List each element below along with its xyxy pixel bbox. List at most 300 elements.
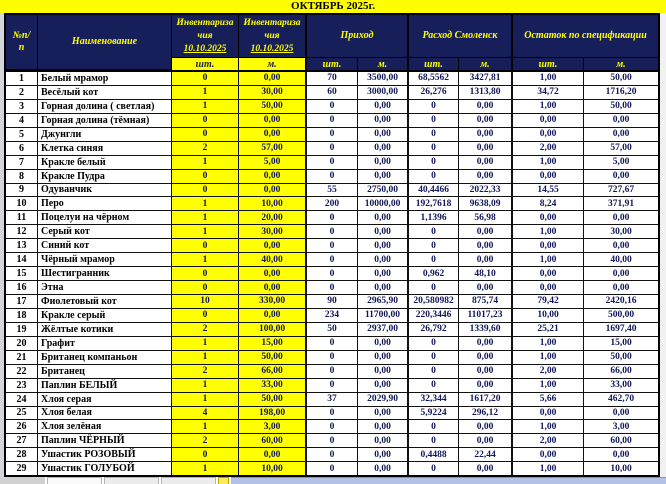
item-name-cell[interactable]: Хлоя белая: [38, 407, 172, 420]
expense-meters-cell[interactable]: 56,98: [459, 211, 513, 224]
remainder-pieces-cell[interactable]: 0,00: [513, 267, 584, 280]
inventory-pieces-cell[interactable]: 0: [172, 128, 239, 141]
income-pieces-cell[interactable]: 0: [307, 225, 358, 238]
inventory-pieces-cell[interactable]: 1: [172, 197, 239, 210]
header-remainder-group[interactable]: Остаток по спецификации: [513, 15, 658, 58]
income-meters-cell[interactable]: 0,00: [358, 170, 409, 183]
item-name-cell[interactable]: Графит: [38, 337, 172, 350]
sheet-tab[interactable]: [104, 477, 159, 484]
remainder-meters-cell[interactable]: 66,00: [610, 366, 632, 377]
remainder-pieces-cell[interactable]: 79,42: [513, 295, 584, 308]
remainder-pieces-cell[interactable]: 0,00: [513, 128, 584, 141]
subheader-inventory-meters[interactable]: м.: [239, 58, 307, 70]
income-pieces-cell[interactable]: 0: [307, 253, 358, 266]
item-name-cell[interactable]: Клетка синяя: [38, 142, 172, 155]
income-pieces-cell[interactable]: 60: [307, 86, 358, 99]
income-meters-cell[interactable]: 0,00: [358, 142, 409, 155]
inventory-meters-cell[interactable]: 15,00: [239, 337, 307, 350]
income-pieces-cell[interactable]: 0: [307, 267, 358, 280]
expense-pieces-cell[interactable]: 1,1396: [409, 211, 459, 224]
remainder-pieces-cell[interactable]: 1,00: [513, 225, 584, 238]
income-meters-cell[interactable]: 0,00: [358, 448, 409, 461]
item-name-cell[interactable]: Этна: [38, 281, 172, 294]
remainder-pieces-cell[interactable]: 1,00: [513, 351, 584, 364]
expense-meters-cell[interactable]: 0,00: [459, 239, 513, 252]
remainder-pieces-cell[interactable]: 2,00: [513, 142, 584, 155]
expense-meters-cell[interactable]: 1313,80: [459, 86, 513, 99]
item-name-cell[interactable]: Жёлтые котики: [38, 323, 172, 336]
income-meters-cell[interactable]: 0,00: [358, 337, 409, 350]
remainder-meters-cell[interactable]: 1716,20: [605, 87, 637, 98]
remainder-pieces-cell[interactable]: 0,00: [513, 281, 584, 294]
income-pieces-cell[interactable]: 0: [307, 156, 358, 169]
remainder-pieces-cell[interactable]: 0,00: [513, 211, 584, 224]
row-number-cell[interactable]: 20: [6, 337, 38, 350]
item-name-cell[interactable]: Паплин ЧЁРНЫЙ: [38, 434, 172, 447]
inventory-meters-cell[interactable]: 3,00: [239, 420, 307, 433]
income-meters-cell[interactable]: 2029,90: [358, 393, 409, 406]
remainder-meters-cell[interactable]: 33,00: [610, 380, 632, 391]
income-pieces-cell[interactable]: 37: [307, 393, 358, 406]
subheader-income-pieces[interactable]: шт.: [307, 58, 358, 70]
remainder-pieces-cell[interactable]: 1,00: [513, 72, 584, 85]
subheader-expense-meters[interactable]: м.: [459, 58, 513, 70]
remainder-meters-cell[interactable]: 0,00: [612, 171, 630, 182]
inventory-pieces-cell[interactable]: 1: [172, 100, 239, 113]
remainder-pieces-cell[interactable]: 14,55: [513, 184, 584, 197]
row-number-cell[interactable]: 9: [6, 184, 38, 197]
income-pieces-cell[interactable]: 0: [307, 100, 358, 113]
expense-meters-cell[interactable]: 3427,81: [459, 72, 513, 85]
inventory-pieces-cell[interactable]: 1: [172, 337, 239, 350]
remainder-pieces-cell[interactable]: 1,00: [513, 156, 584, 169]
remainder-pieces-cell[interactable]: 10,00: [513, 309, 584, 322]
income-meters-cell[interactable]: 0,00: [358, 114, 409, 127]
expense-meters-cell[interactable]: 1617,20: [459, 393, 513, 406]
sheet-tab[interactable]: [161, 477, 216, 484]
row-number-cell[interactable]: 27: [6, 434, 38, 447]
expense-meters-cell[interactable]: 296,12: [459, 407, 513, 420]
remainder-meters-cell[interactable]: 3,00: [612, 421, 630, 432]
subheader-income-meters[interactable]: м.: [358, 58, 409, 70]
income-pieces-cell[interactable]: 0: [307, 128, 358, 141]
expense-pieces-cell[interactable]: 0: [409, 281, 459, 294]
remainder-meters-cell[interactable]: 462,70: [607, 394, 635, 405]
income-pieces-cell[interactable]: 0: [307, 379, 358, 392]
expense-meters-cell[interactable]: 11017,23: [459, 309, 513, 322]
row-number-cell[interactable]: 22: [6, 365, 38, 378]
subheader-inventory-pieces[interactable]: шт.: [172, 58, 239, 70]
expense-pieces-cell[interactable]: 0,962: [409, 267, 459, 280]
income-meters-cell[interactable]: 0,00: [358, 267, 409, 280]
expense-pieces-cell[interactable]: 0: [409, 128, 459, 141]
expense-pieces-cell[interactable]: 0: [409, 239, 459, 252]
income-meters-cell[interactable]: 0,00: [358, 100, 409, 113]
row-number-cell[interactable]: 29: [6, 462, 38, 475]
remainder-pieces-cell[interactable]: 8,24: [513, 197, 584, 210]
row-number-cell[interactable]: 28: [6, 448, 38, 461]
item-name-cell[interactable]: Британец: [38, 365, 172, 378]
remainder-pieces-cell[interactable]: 1,00: [513, 253, 584, 266]
item-name-cell[interactable]: Поцелуи на чёрном: [38, 211, 172, 224]
remainder-meters-cell[interactable]: 1697,40: [605, 324, 637, 335]
inventory-pieces-cell[interactable]: 0: [172, 267, 239, 280]
item-name-cell[interactable]: Белый мрамор: [38, 72, 172, 85]
income-pieces-cell[interactable]: 0: [307, 462, 358, 475]
remainder-pieces-cell[interactable]: 1,00: [513, 337, 584, 350]
row-number-cell[interactable]: 26: [6, 420, 38, 433]
item-name-cell[interactable]: Горная долина (тёмная): [38, 114, 172, 127]
remainder-meters-cell[interactable]: 40,00: [610, 254, 632, 265]
income-meters-cell[interactable]: 0,00: [358, 239, 409, 252]
remainder-meters-cell[interactable]: 10,00: [610, 463, 632, 474]
income-pieces-cell[interactable]: 234: [307, 309, 358, 322]
expense-pieces-cell[interactable]: 32,344: [409, 393, 459, 406]
inventory-meters-cell[interactable]: 0,00: [239, 114, 307, 127]
row-number-cell[interactable]: 4: [6, 114, 38, 127]
expense-meters-cell[interactable]: 1339,60: [459, 323, 513, 336]
expense-pieces-cell[interactable]: 0: [409, 142, 459, 155]
expense-meters-cell[interactable]: 0,00: [459, 420, 513, 433]
income-pieces-cell[interactable]: 0: [307, 239, 358, 252]
inventory-pieces-cell[interactable]: 0: [172, 239, 239, 252]
remainder-pieces-cell[interactable]: 0,00: [513, 407, 584, 420]
item-name-cell[interactable]: Чёрный мрамор: [38, 253, 172, 266]
expense-meters-cell[interactable]: 9638,09: [459, 197, 513, 210]
expense-meters-cell[interactable]: 0,00: [459, 225, 513, 238]
expense-meters-cell[interactable]: 0,00: [459, 462, 513, 475]
item-name-cell[interactable]: Джунгли: [38, 128, 172, 141]
inventory-meters-cell[interactable]: 0,00: [239, 239, 307, 252]
inventory-pieces-cell[interactable]: 1: [172, 86, 239, 99]
row-number-cell[interactable]: 16: [6, 281, 38, 294]
inventory-pieces-cell[interactable]: 1: [172, 420, 239, 433]
item-name-cell[interactable]: Ушастик ГОЛУБОЙ: [38, 462, 172, 475]
inventory-pieces-cell[interactable]: 1: [172, 379, 239, 392]
inventory-meters-cell[interactable]: 66,00: [239, 365, 307, 378]
remainder-meters-cell[interactable]: 50,00: [610, 352, 632, 363]
inventory-meters-cell[interactable]: 0,00: [239, 309, 307, 322]
inventory-meters-cell[interactable]: 100,00: [239, 323, 307, 336]
inventory-meters-cell[interactable]: 330,00: [239, 295, 307, 308]
row-number-cell[interactable]: 19: [6, 323, 38, 336]
income-pieces-cell[interactable]: 0: [307, 170, 358, 183]
inventory-meters-cell[interactable]: 30,00: [239, 86, 307, 99]
inventory-pieces-cell[interactable]: 2: [172, 434, 239, 447]
inventory-meters-cell[interactable]: 198,00: [239, 407, 307, 420]
header-name[interactable]: Наименование: [38, 15, 172, 70]
item-name-cell[interactable]: Паплин БЕЛЫЙ: [38, 379, 172, 392]
income-pieces-cell[interactable]: 90: [307, 295, 358, 308]
expense-pieces-cell[interactable]: 0: [409, 225, 459, 238]
row-number-cell[interactable]: 17: [6, 295, 38, 308]
remainder-pieces-cell[interactable]: 1,00: [513, 462, 584, 475]
income-pieces-cell[interactable]: 50: [307, 323, 358, 336]
remainder-pieces-cell[interactable]: 34,72: [513, 86, 584, 99]
income-pieces-cell[interactable]: 0: [307, 337, 358, 350]
income-meters-cell[interactable]: 0,00: [358, 462, 409, 475]
income-meters-cell[interactable]: 0,00: [358, 407, 409, 420]
row-number-cell[interactable]: 3: [6, 100, 38, 113]
item-name-cell[interactable]: Ушастик РОЗОВЫЙ: [38, 448, 172, 461]
row-number-cell[interactable]: 6: [6, 142, 38, 155]
remainder-meters-cell[interactable]: 2420,16: [605, 296, 637, 307]
expense-pieces-cell[interactable]: 5,9224: [409, 407, 459, 420]
remainder-meters-cell[interactable]: 0,00: [612, 129, 630, 140]
row-number-cell[interactable]: 12: [6, 225, 38, 238]
inventory-pieces-cell[interactable]: 1: [172, 211, 239, 224]
header-row-number[interactable]: №п/ п: [6, 15, 38, 70]
inventory-pieces-cell[interactable]: 1: [172, 462, 239, 475]
remainder-pieces-cell[interactable]: 5,66: [513, 393, 584, 406]
income-pieces-cell[interactable]: 0: [307, 351, 358, 364]
header-inventory-meters[interactable]: Инвентариза чия 10.10.2025: [239, 15, 307, 58]
remainder-pieces-cell[interactable]: 1,00: [513, 379, 584, 392]
inventory-pieces-cell[interactable]: 1: [172, 225, 239, 238]
inventory-pieces-cell[interactable]: 2: [172, 365, 239, 378]
item-name-cell[interactable]: Британец компаньон: [38, 351, 172, 364]
income-pieces-cell[interactable]: 0: [307, 434, 358, 447]
inventory-meters-cell[interactable]: 10,00: [239, 197, 307, 210]
expense-meters-cell[interactable]: 0,00: [459, 170, 513, 183]
inventory-pieces-cell[interactable]: 2: [172, 323, 239, 336]
remainder-pieces-cell[interactable]: 0,00: [513, 170, 584, 183]
header-inventory-pieces[interactable]: Инвентариза чия 10.10.2025: [172, 15, 239, 58]
income-pieces-cell[interactable]: 0: [307, 407, 358, 420]
remainder-pieces-cell[interactable]: 25,21: [513, 323, 584, 336]
income-meters-cell[interactable]: 0,00: [358, 420, 409, 433]
expense-pieces-cell[interactable]: 20,580982: [409, 295, 459, 308]
expense-meters-cell[interactable]: 875,74: [459, 295, 513, 308]
income-meters-cell[interactable]: 0,00: [358, 128, 409, 141]
inventory-meters-cell[interactable]: 0,00: [239, 448, 307, 461]
remainder-meters-cell[interactable]: 0,00: [612, 240, 630, 251]
income-pieces-cell[interactable]: 200: [307, 197, 358, 210]
expense-meters-cell[interactable]: 0,00: [459, 253, 513, 266]
expense-pieces-cell[interactable]: 0: [409, 253, 459, 266]
item-name-cell[interactable]: Кракле белый: [38, 156, 172, 169]
item-name-cell[interactable]: Хлоя зелёная: [38, 420, 172, 433]
income-meters-cell[interactable]: 3500,00: [358, 72, 409, 85]
item-name-cell[interactable]: Перо: [38, 197, 172, 210]
remainder-meters-cell[interactable]: 50,00: [610, 101, 632, 112]
expense-meters-cell[interactable]: 0,00: [459, 142, 513, 155]
expense-pieces-cell[interactable]: 192,7618: [409, 197, 459, 210]
income-meters-cell[interactable]: 10000,00: [358, 197, 409, 210]
inventory-meters-cell[interactable]: 50,00: [239, 351, 307, 364]
income-pieces-cell[interactable]: 0: [307, 114, 358, 127]
sheet-tab-active[interactable]: [218, 477, 229, 484]
row-number-cell[interactable]: 7: [6, 156, 38, 169]
expense-meters-cell[interactable]: 0,00: [459, 337, 513, 350]
inventory-pieces-cell[interactable]: 0: [172, 448, 239, 461]
income-pieces-cell[interactable]: 70: [307, 72, 358, 85]
expense-pieces-cell[interactable]: 0: [409, 351, 459, 364]
row-number-cell[interactable]: 15: [6, 267, 38, 280]
expense-meters-cell[interactable]: 0,00: [459, 351, 513, 364]
remainder-pieces-cell[interactable]: 0,00: [513, 239, 584, 252]
item-name-cell[interactable]: Горная долина ( светлая): [38, 100, 172, 113]
row-number-cell[interactable]: 2: [6, 86, 38, 99]
inventory-meters-cell[interactable]: 40,00: [239, 253, 307, 266]
income-pieces-cell[interactable]: 0: [307, 142, 358, 155]
expense-pieces-cell[interactable]: 0: [409, 420, 459, 433]
inventory-meters-cell[interactable]: 57,00: [239, 142, 307, 155]
item-name-cell[interactable]: Кракле Пудра: [38, 170, 172, 183]
remainder-pieces-cell[interactable]: 1,00: [513, 420, 584, 433]
income-pieces-cell[interactable]: 0: [307, 365, 358, 378]
expense-pieces-cell[interactable]: 0: [409, 462, 459, 475]
income-meters-cell[interactable]: 0,00: [358, 434, 409, 447]
item-name-cell[interactable]: Кракле серый: [38, 309, 172, 322]
income-meters-cell[interactable]: 0,00: [358, 253, 409, 266]
income-meters-cell[interactable]: 0,00: [358, 379, 409, 392]
inventory-meters-cell[interactable]: 20,00: [239, 211, 307, 224]
expense-pieces-cell[interactable]: 0,4488: [409, 448, 459, 461]
inventory-pieces-cell[interactable]: 0: [172, 309, 239, 322]
inventory-pieces-cell[interactable]: 0: [172, 72, 239, 85]
expense-meters-cell[interactable]: 0,00: [459, 379, 513, 392]
subheader-remainder-meters[interactable]: м.: [616, 58, 626, 70]
expense-pieces-cell[interactable]: 0: [409, 156, 459, 169]
remainder-meters-cell[interactable]: 727,67: [607, 184, 635, 195]
remainder-meters-cell[interactable]: 0,00: [612, 212, 630, 223]
inventory-meters-cell[interactable]: 0,00: [239, 170, 307, 183]
remainder-pieces-cell[interactable]: 0,00: [513, 114, 584, 127]
inventory-meters-cell[interactable]: 50,00: [239, 393, 307, 406]
item-name-cell[interactable]: Серый кот: [38, 225, 172, 238]
expense-pieces-cell[interactable]: 220,3446: [409, 309, 459, 322]
inventory-meters-cell[interactable]: 0,00: [239, 128, 307, 141]
sheet-tab[interactable]: [47, 477, 102, 484]
remainder-meters-cell[interactable]: 5,00: [612, 157, 630, 168]
inventory-meters-cell[interactable]: 33,00: [239, 379, 307, 392]
expense-pieces-cell[interactable]: 0: [409, 114, 459, 127]
remainder-meters-cell[interactable]: 0,00: [612, 449, 630, 460]
row-number-cell[interactable]: 24: [6, 393, 38, 406]
income-meters-cell[interactable]: 11700,00: [358, 309, 409, 322]
expense-pieces-cell[interactable]: 26,276: [409, 86, 459, 99]
remainder-meters-cell[interactable]: 0,00: [612, 407, 630, 418]
income-pieces-cell[interactable]: 0: [307, 211, 358, 224]
inventory-pieces-cell[interactable]: 2: [172, 142, 239, 155]
inventory-pieces-cell[interactable]: 1: [172, 156, 239, 169]
item-name-cell[interactable]: Одуванчик: [38, 184, 172, 197]
remainder-pieces-cell[interactable]: 2,00: [513, 434, 584, 447]
expense-meters-cell[interactable]: 0,00: [459, 156, 513, 169]
row-number-cell[interactable]: 10: [6, 197, 38, 210]
expense-pieces-cell[interactable]: 0: [409, 434, 459, 447]
inventory-pieces-cell[interactable]: 0: [172, 281, 239, 294]
income-meters-cell[interactable]: 0,00: [358, 351, 409, 364]
inventory-meters-cell[interactable]: 0,00: [239, 72, 307, 85]
row-number-cell[interactable]: 13: [6, 239, 38, 252]
income-meters-cell[interactable]: 2937,00: [358, 323, 409, 336]
row-number-cell[interactable]: 1: [6, 72, 38, 85]
remainder-meters-cell[interactable]: 15,00: [610, 338, 632, 349]
inventory-pieces-cell[interactable]: 0: [172, 170, 239, 183]
subheader-remainder-pieces[interactable]: шт.: [513, 58, 584, 70]
inventory-pieces-cell[interactable]: 1: [172, 351, 239, 364]
inventory-pieces-cell[interactable]: 1: [172, 393, 239, 406]
row-number-cell[interactable]: 21: [6, 351, 38, 364]
expense-meters-cell[interactable]: 0,00: [459, 114, 513, 127]
inventory-pieces-cell[interactable]: 4: [172, 407, 239, 420]
remainder-meters-cell[interactable]: 371,91: [607, 198, 635, 209]
expense-meters-cell[interactable]: 2022,33: [459, 184, 513, 197]
item-name-cell[interactable]: Хлоя серая: [38, 393, 172, 406]
expense-pieces-cell[interactable]: 0: [409, 100, 459, 113]
inventory-pieces-cell[interactable]: 0: [172, 184, 239, 197]
expense-pieces-cell[interactable]: 68,5562: [409, 72, 459, 85]
remainder-meters-cell[interactable]: 30,00: [610, 226, 632, 237]
income-meters-cell[interactable]: 0,00: [358, 365, 409, 378]
header-income-group[interactable]: Приход: [307, 15, 409, 58]
item-name-cell[interactable]: Синий кот: [38, 239, 172, 252]
item-name-cell[interactable]: Шестигранник: [38, 267, 172, 280]
remainder-pieces-cell[interactable]: 1,00: [513, 100, 584, 113]
expense-meters-cell[interactable]: 0,00: [459, 281, 513, 294]
row-number-cell[interactable]: 8: [6, 170, 38, 183]
expense-pieces-cell[interactable]: 0: [409, 337, 459, 350]
income-meters-cell[interactable]: 3000,00: [358, 86, 409, 99]
remainder-meters-cell[interactable]: 0,00: [612, 282, 630, 293]
income-meters-cell[interactable]: 0,00: [358, 225, 409, 238]
remainder-meters-cell[interactable]: 57,00: [610, 143, 632, 154]
row-number-cell[interactable]: 14: [6, 253, 38, 266]
expense-pieces-cell[interactable]: 40,4466: [409, 184, 459, 197]
inventory-meters-cell[interactable]: 5,00: [239, 156, 307, 169]
expense-meters-cell[interactable]: 0,00: [459, 365, 513, 378]
income-meters-cell[interactable]: 2965,90: [358, 295, 409, 308]
remainder-meters-cell[interactable]: 0,00: [612, 268, 630, 279]
item-name-cell[interactable]: Весёлый кот: [38, 86, 172, 99]
income-meters-cell[interactable]: 0,00: [358, 156, 409, 169]
income-pieces-cell[interactable]: 0: [307, 448, 358, 461]
remainder-meters-cell[interactable]: 0,00: [612, 115, 630, 126]
expense-meters-cell[interactable]: 48,10: [459, 267, 513, 280]
expense-pieces-cell[interactable]: 26,792: [409, 323, 459, 336]
income-meters-cell[interactable]: 2750,00: [358, 184, 409, 197]
expense-pieces-cell[interactable]: 0: [409, 379, 459, 392]
inventory-pieces-cell[interactable]: 1: [172, 253, 239, 266]
income-pieces-cell[interactable]: 0: [307, 420, 358, 433]
income-pieces-cell[interactable]: 55: [307, 184, 358, 197]
expense-pieces-cell[interactable]: 0: [409, 170, 459, 183]
inventory-pieces-cell[interactable]: 10: [172, 295, 239, 308]
inventory-pieces-cell[interactable]: 0: [172, 114, 239, 127]
expense-meters-cell[interactable]: 0,00: [459, 100, 513, 113]
income-meters-cell[interactable]: 0,00: [358, 281, 409, 294]
header-expense-group[interactable]: Расход Смоленск: [409, 15, 513, 58]
row-number-cell[interactable]: 25: [6, 407, 38, 420]
expense-meters-cell[interactable]: 0,00: [459, 434, 513, 447]
subheader-expense-pieces[interactable]: шт.: [409, 58, 459, 70]
inventory-meters-cell[interactable]: 50,00: [239, 100, 307, 113]
expense-meters-cell[interactable]: 0,00: [459, 128, 513, 141]
income-pieces-cell[interactable]: 0: [307, 281, 358, 294]
remainder-meters-cell[interactable]: 60,00: [610, 435, 632, 446]
remainder-pieces-cell[interactable]: 2,00: [513, 365, 584, 378]
remainder-meters-cell[interactable]: 50,00: [610, 73, 632, 84]
inventory-meters-cell[interactable]: 0,00: [239, 184, 307, 197]
row-number-cell[interactable]: 23: [6, 379, 38, 392]
inventory-meters-cell[interactable]: 0,00: [239, 281, 307, 294]
expense-meters-cell[interactable]: 22,44: [459, 448, 513, 461]
row-number-cell[interactable]: 11: [6, 211, 38, 224]
row-number-cell[interactable]: 18: [6, 309, 38, 322]
inventory-meters-cell[interactable]: 10,00: [239, 462, 307, 475]
